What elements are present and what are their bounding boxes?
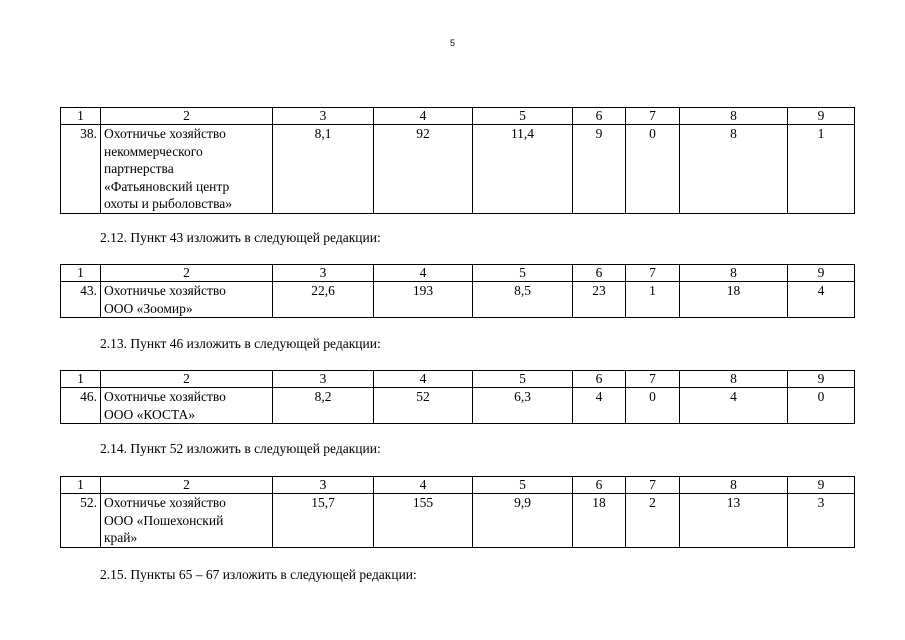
name-line: Охотничье хозяйство	[104, 283, 226, 298]
value-cell: 9	[573, 125, 626, 214]
header-cell: 7	[626, 477, 680, 494]
header-cell: 8	[680, 477, 788, 494]
value-cell: 193	[374, 282, 473, 318]
value-cell: 8,5	[473, 282, 573, 318]
header-cell: 5	[473, 371, 573, 388]
header-cell: 1	[61, 477, 101, 494]
name-line: край»	[104, 530, 138, 545]
value-cell: 6,3	[473, 388, 573, 424]
row-number: 38.	[61, 125, 101, 214]
name-line: партнерства	[104, 161, 174, 176]
value-cell: 1	[626, 282, 680, 318]
value-cell: 8,1	[273, 125, 374, 214]
header-cell: 9	[788, 477, 855, 494]
header-cell: 6	[573, 108, 626, 125]
value-cell: 155	[374, 494, 473, 548]
table-header-row	[61, 477, 855, 494]
table-header-row	[61, 371, 855, 388]
header-cell: 1	[61, 371, 101, 388]
header-cell: 3	[273, 108, 374, 125]
value-cell: 22,6	[273, 282, 374, 318]
paragraph-2-15: 2.15. Пункты 65 – 67 изложить в следующей редакции:	[100, 567, 417, 582]
value-cell: 15,7	[273, 494, 374, 548]
value-cell: 18	[573, 494, 626, 548]
page-number: 5	[449, 38, 455, 48]
value-cell: 23	[573, 282, 626, 318]
hunting-ground-name	[101, 388, 273, 424]
header-cell: 9	[788, 371, 855, 388]
value-cell: 0	[626, 388, 680, 424]
name-line: Охотничье хозяйство	[104, 126, 226, 141]
header-cell: 9	[788, 108, 855, 125]
table-row	[61, 494, 855, 548]
header-cell: 3	[273, 477, 374, 494]
header-cell: 9	[788, 265, 855, 282]
header-cell: 2	[101, 265, 273, 282]
table-row	[61, 388, 855, 424]
paragraph-2-14: 2.14. Пункт 52 изложить в следующей редакции:	[100, 441, 381, 456]
value-cell: 0	[626, 125, 680, 214]
value-cell: 52	[374, 388, 473, 424]
header-cell: 5	[473, 265, 573, 282]
hunting-ground-name	[101, 494, 273, 548]
header-cell: 3	[273, 371, 374, 388]
header-cell: 6	[573, 371, 626, 388]
name-line: ООО «Зоомир»	[104, 300, 193, 316]
header-cell: 2	[101, 477, 273, 494]
name-line: ООО «КОСТА»	[104, 406, 196, 422]
value-cell: 3	[788, 494, 855, 548]
header-cell: 6	[573, 265, 626, 282]
header-cell: 5	[473, 477, 573, 494]
table-item-46	[60, 370, 855, 424]
table-row	[61, 282, 855, 318]
name-line: ООО «Пошехонский	[104, 512, 224, 528]
table-header-row	[61, 108, 855, 125]
name-line: некоммерческого	[104, 143, 203, 159]
value-cell: 9,9	[473, 494, 573, 548]
header-cell: 2	[101, 108, 273, 125]
header-cell: 7	[626, 371, 680, 388]
table-header-row	[61, 265, 855, 282]
header-cell: 8	[680, 108, 788, 125]
row-number: 43.	[61, 282, 101, 318]
header-cell: 1	[61, 265, 101, 282]
header-cell: 5	[473, 108, 573, 125]
name-line: охоты и рыболовства»	[104, 196, 233, 211]
header-cell: 7	[626, 265, 680, 282]
header-cell: 8	[680, 371, 788, 388]
value-cell: 4	[573, 388, 626, 424]
paragraph-2-13: 2.13. Пункт 46 изложить в следующей редакции:	[100, 336, 381, 351]
header-cell: 8	[680, 265, 788, 282]
row-number: 46.	[61, 388, 101, 424]
header-cell: 4	[374, 265, 473, 282]
value-cell: 4	[680, 388, 788, 424]
value-cell: 92	[374, 125, 473, 214]
hunting-ground-name	[101, 125, 273, 214]
value-cell: 11,4	[473, 125, 573, 214]
table-row	[61, 125, 855, 214]
name-line: «Фатьяновский центр	[104, 178, 230, 194]
row-number: 52.	[61, 494, 101, 548]
header-cell: 4	[374, 371, 473, 388]
value-cell: 8,2	[273, 388, 374, 424]
header-cell: 2	[101, 371, 273, 388]
value-cell: 8	[680, 125, 788, 214]
header-cell: 3	[273, 265, 374, 282]
header-cell: 4	[374, 477, 473, 494]
value-cell: 1	[788, 125, 855, 214]
paragraph-2-12: 2.12. Пункт 43 изложить в следующей редакции:	[100, 230, 381, 245]
value-cell: 2	[626, 494, 680, 548]
table-item-52	[60, 476, 855, 548]
table-item-43	[60, 264, 855, 318]
value-cell: 0	[788, 388, 855, 424]
header-cell: 7	[626, 108, 680, 125]
name-line: Охотничье хозяйство	[104, 389, 226, 404]
header-cell: 6	[573, 477, 626, 494]
header-cell: 1	[61, 108, 101, 125]
header-cell: 4	[374, 108, 473, 125]
value-cell: 4	[788, 282, 855, 318]
value-cell: 13	[680, 494, 788, 548]
value-cell: 18	[680, 282, 788, 318]
name-line: Охотничье хозяйство	[104, 495, 226, 510]
table-item-38	[60, 107, 855, 214]
hunting-ground-name	[101, 282, 273, 318]
